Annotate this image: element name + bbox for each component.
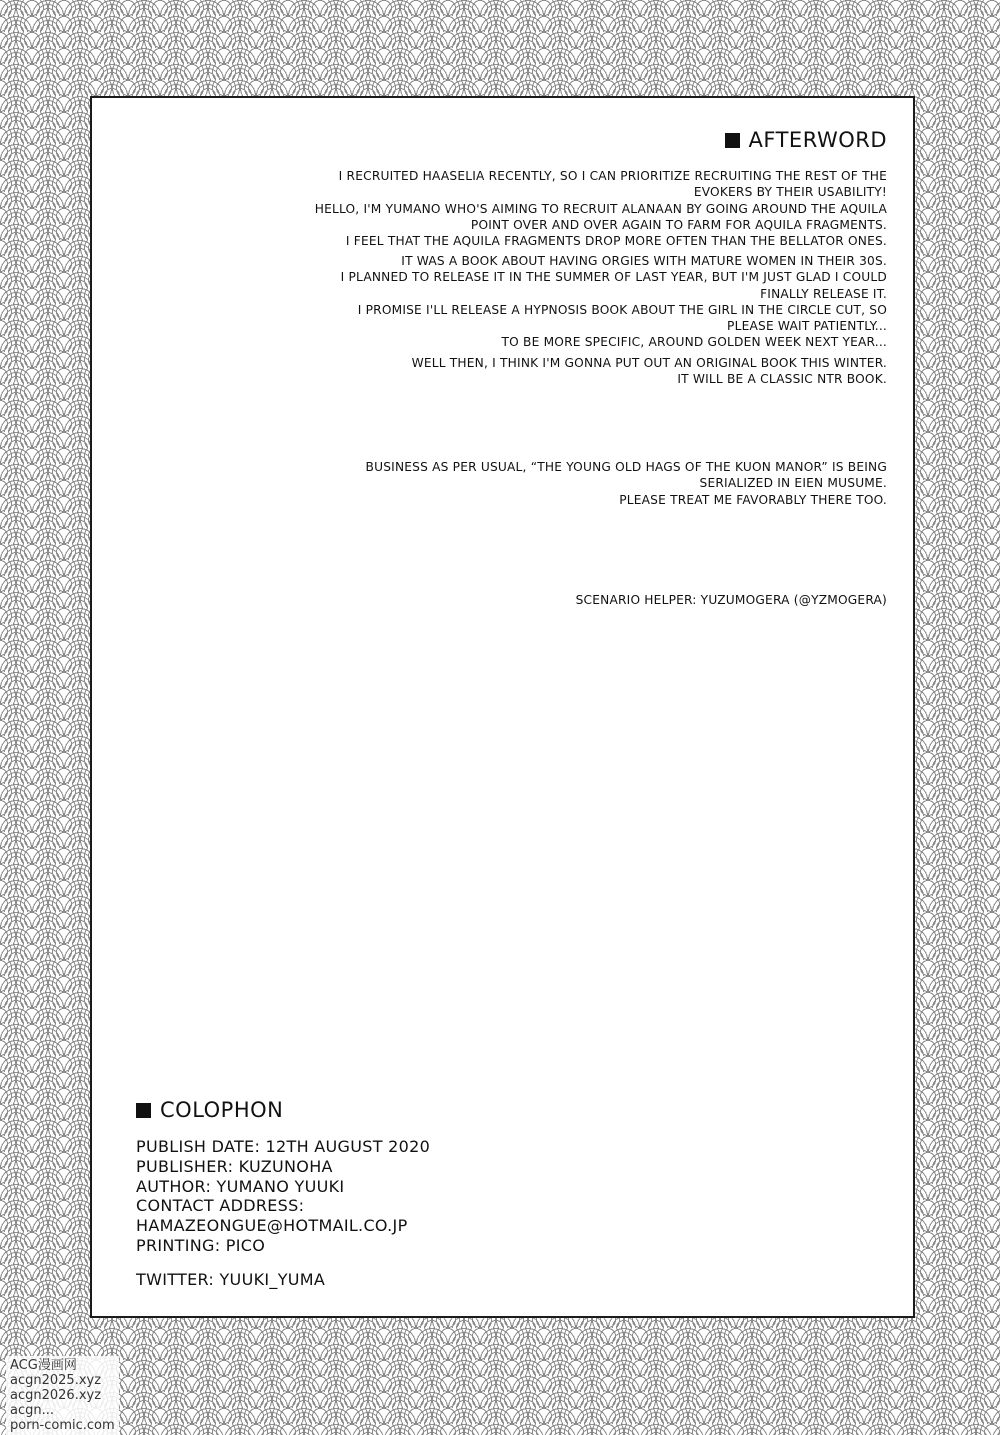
text-line: IT WILL BE A CLASSIC NTR BOOK. bbox=[677, 372, 887, 387]
afterword-paragraph-1 bbox=[315, 168, 887, 249]
afterword-paragraph-3 bbox=[412, 355, 887, 388]
page-frame bbox=[90, 96, 915, 1318]
author: AUTHOR: YUMANO YUUKI bbox=[136, 1176, 345, 1196]
watermark-line: porn-comic.com bbox=[10, 1418, 115, 1433]
text-line: IT WAS A BOOK ABOUT HAVING ORGIES WITH MATURE WOMEN IN THEIR 30S. bbox=[401, 254, 887, 268]
text-line: I FEEL THAT THE AQUILA FRAGMENTS DROP MORE OFTEN THAN THE BELLATOR ONES. bbox=[345, 234, 887, 249]
colophon-details bbox=[136, 1137, 430, 1256]
text-line: FINALLY RELEASE IT. bbox=[760, 286, 887, 301]
afterword-paragraph-2 bbox=[341, 253, 887, 351]
site-watermark bbox=[6, 1356, 119, 1435]
publisher: PUBLISHER: KUZUNOHA bbox=[136, 1156, 333, 1176]
contact-email: HAMAZEONGUE@HOTMAIL.CO.JP bbox=[136, 1216, 408, 1236]
text-line: I PROMISE I'LL RELEASE A HYPNOSIS BOOK ABOUT THE GIRL IN THE CIRCLE CUT, SO bbox=[357, 302, 887, 317]
printing: PRINTING: PICO bbox=[136, 1235, 266, 1255]
twitter-handle: TWITTER: YUUKI_YUMA bbox=[136, 1270, 326, 1289]
colophon-heading bbox=[136, 1098, 283, 1122]
watermark-line: acgn2025.xyz bbox=[10, 1373, 102, 1388]
text-line: PLEASE TREAT ME FAVORABLY THERE TOO. bbox=[619, 492, 887, 507]
text-line: I RECRUITED HAASELIA RECENTLY, SO I CAN PRIORITIZE RECRUITING THE REST OF THE bbox=[338, 169, 887, 183]
afterword-heading-text: AFTERWORD bbox=[748, 128, 887, 152]
text-line: BUSINESS AS PER USUAL, “THE YOUNG OLD HAGS OF THE KUON MANOR” IS BEING bbox=[365, 460, 887, 474]
afterword-paragraph-4 bbox=[366, 459, 887, 508]
text-line: SERIALIZED IN EIEN MUSUME. bbox=[699, 476, 887, 491]
watermark-line: acgn... bbox=[10, 1403, 55, 1418]
watermark-line: acgn2026.xyz bbox=[10, 1388, 102, 1403]
text-line: POINT OVER AND OVER AGAIN TO FARM FOR AQUILA FRAGMENTS. bbox=[470, 217, 887, 232]
text-line: HELLO, I'M YUMANO WHO'S AIMING TO RECRUIT ALANAAN BY GOING AROUND THE AQUILA bbox=[314, 201, 887, 216]
watermark-line: ACG漫画网 bbox=[10, 1358, 77, 1373]
text-line: I PLANNED TO RELEASE IT IN THE SUMMER OF LAST YEAR, BUT I'M JUST GLAD I COULD bbox=[340, 270, 887, 285]
afterword-heading bbox=[725, 128, 887, 152]
contact-label: CONTACT ADDRESS: bbox=[136, 1196, 305, 1216]
text-line: EVOKERS BY THEIR USABILITY! bbox=[693, 185, 887, 200]
text-line: WELL THEN, I THINK I'M GONNA PUT OUT AN ORIGINAL BOOK THIS WINTER. bbox=[411, 356, 887, 370]
text-line: TO BE MORE SPECIFIC, AROUND GOLDEN WEEK NEXT YEAR... bbox=[501, 335, 887, 350]
publish-date: PUBLISH DATE: 12TH AUGUST 2020 bbox=[136, 1137, 431, 1156]
text-line: PLEASE WAIT PATIENTLY... bbox=[727, 319, 887, 334]
black-square-icon bbox=[725, 133, 740, 148]
colophon-heading-text: COLOPHON bbox=[160, 1098, 284, 1122]
scenario-helper-credit: SCENARIO HELPER: YUZUMOGERA (@YZMOGERA) bbox=[575, 593, 887, 607]
black-square-icon bbox=[136, 1103, 151, 1118]
